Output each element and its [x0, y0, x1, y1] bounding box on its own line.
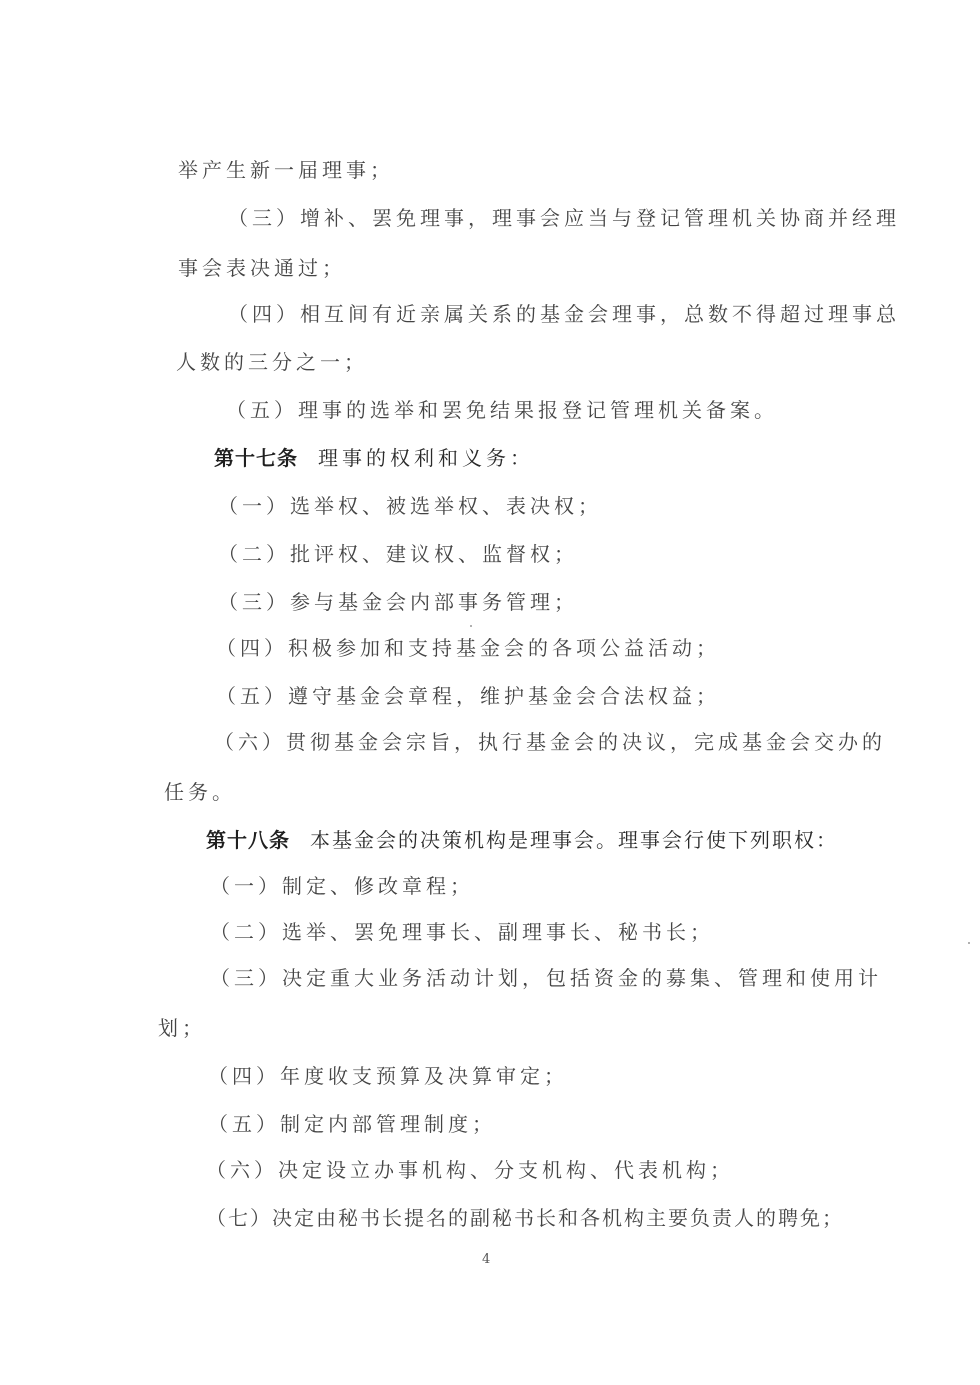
article-18-line: [206, 828, 838, 852]
text-line: （二）批评权、建议权、监督权；: [218, 542, 578, 566]
text-line: （一）制定、修改章程；: [210, 874, 474, 898]
text-line: （五）理事的选举和罢免结果报登记管理机关备案。: [226, 398, 778, 422]
text-line: （三）参与基金会内部事务管理；: [218, 590, 578, 614]
text-line: 任务。: [164, 780, 236, 804]
article-17-line: [214, 446, 534, 470]
text-line: （五）制定内部管理制度；: [208, 1112, 496, 1136]
text-line: 划；: [158, 1016, 206, 1040]
text-line: （三）决定重大业务活动计划，包括资金的募集、管理和使用计: [210, 966, 882, 990]
text-line: （六）贯彻基金会宗旨，执行基金会的决议，完成基金会交办的: [214, 730, 886, 754]
text-line: （二）选举、罢免理事长、副理事长、秘书长；: [210, 920, 714, 944]
text-line: （四）相互间有近亲属关系的基金会理事，总数不得超过理事总: [228, 302, 900, 326]
text-line: （六）决定设立办事机构、分支机构、代表机构；: [206, 1158, 734, 1182]
scan-speck: [968, 942, 970, 944]
article-text: 理事的权利和义务：: [318, 446, 534, 470]
page-number: 4: [482, 1252, 491, 1267]
text-line: （五）遵守基金会章程，维护基金会合法权益；: [216, 684, 720, 708]
article-number: 第十八条: [206, 828, 290, 852]
text-line: （四）积极参加和支持基金会的各项公益活动；: [216, 636, 720, 660]
text-line: 事会表决通过；: [178, 256, 346, 280]
text-line: （四）年度收支预算及决算审定；: [208, 1064, 568, 1088]
scan-speck: [470, 625, 472, 627]
text-line: （一）选举权、被选举权、表决权；: [218, 494, 602, 518]
text-line: （三）增补、罢免理事，理事会应当与登记管理机关协商并经理: [228, 206, 900, 230]
article-number: 第十七条: [214, 446, 298, 470]
text-line: 举产生新一届理事；: [178, 158, 394, 182]
text-line: 人数的三分之一；: [176, 350, 368, 374]
article-text: 本基金会的决策机构是理事会。理事会行使下列职权：: [310, 828, 838, 852]
text-line: （七）决定由秘书长提名的副秘书长和各机构主要负责人的聘免；: [206, 1206, 844, 1230]
